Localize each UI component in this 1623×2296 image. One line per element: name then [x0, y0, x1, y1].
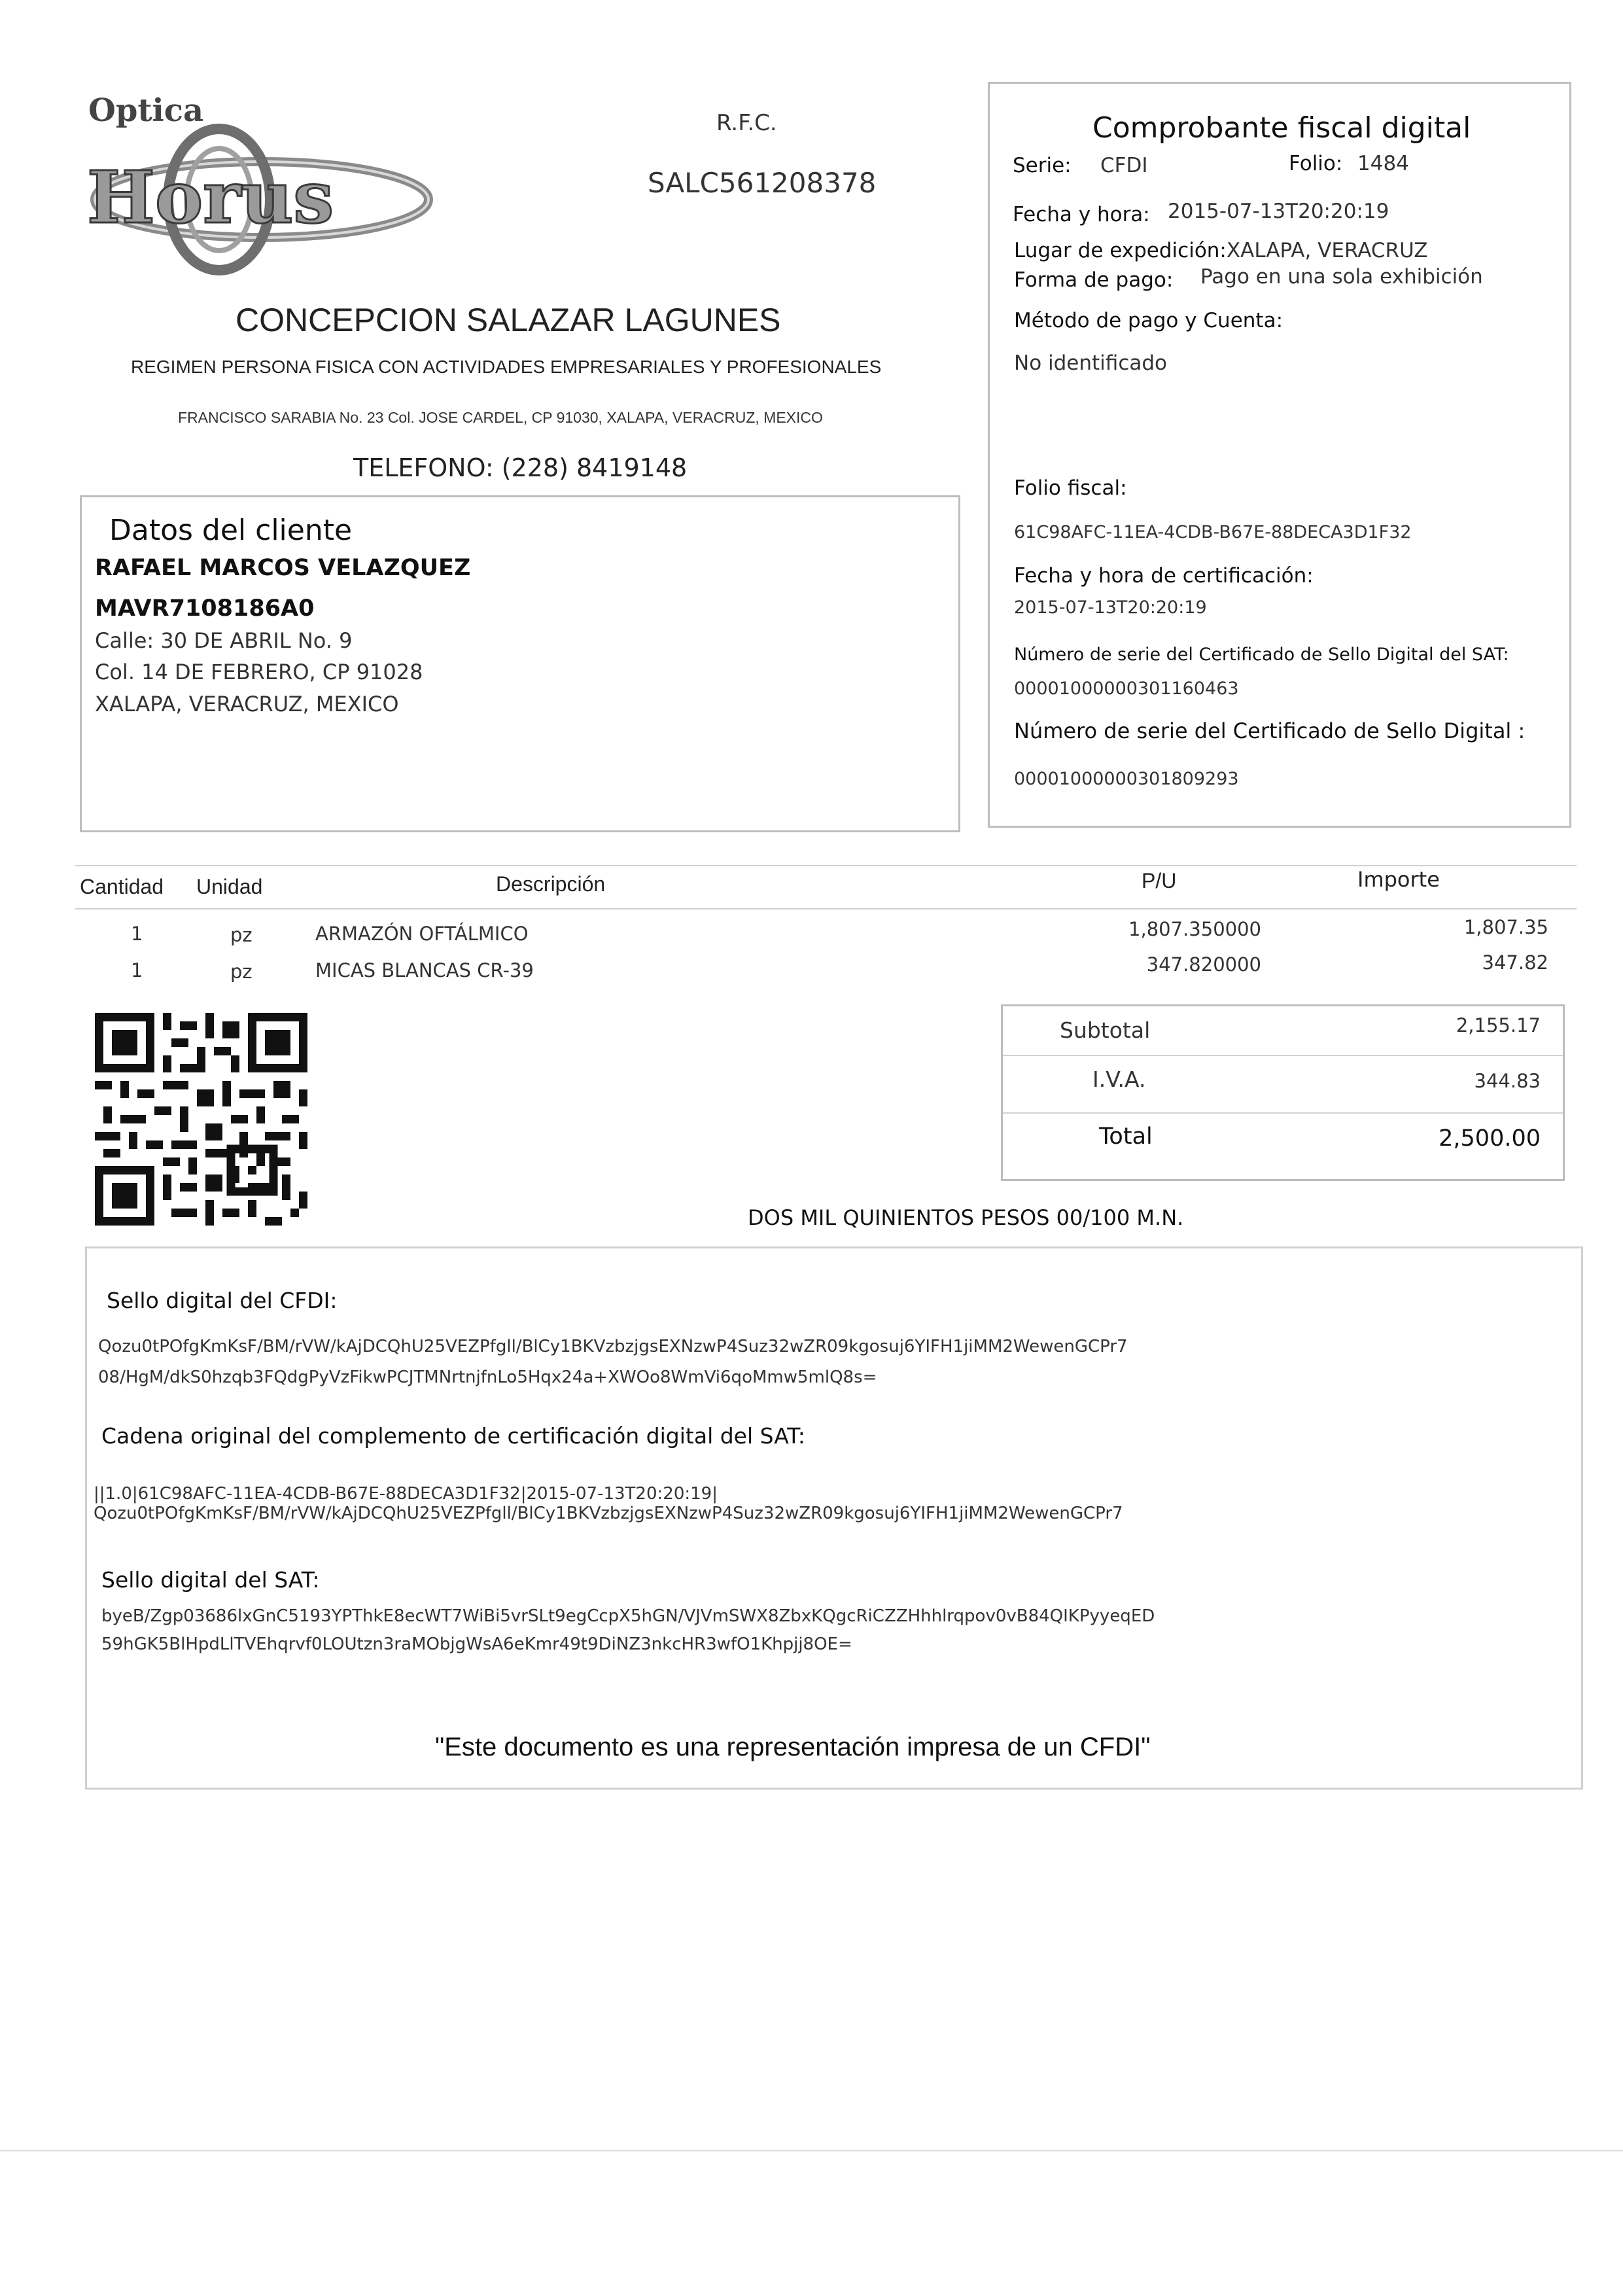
cert-fecha-value: 2015-07-13T20:20:19 — [1014, 597, 1207, 618]
row-cantidad: 1 — [131, 959, 143, 981]
sello-cfdi-line: 08/HgM/dkS0hzqb3FQdgPyVzFikwPCJTMNrtnjfnLo5Hqx24a+XWOo8WmVi6qoMmw5mlQ8s= — [98, 1368, 877, 1387]
fiscal-title: Comprobante fiscal digital — [1092, 111, 1471, 145]
sat-cert-value: 00001000000301160463 — [1014, 679, 1239, 699]
table-header-rule — [75, 908, 1577, 910]
row-importe: 1,807.35 — [1463, 916, 1548, 938]
lugar-label — [1014, 239, 1427, 262]
rfc-label: R.F.C. — [716, 110, 777, 136]
cadena-original-line: Qozu0tPOfgKmKsF/BM/rVW/kAjDCQhU25VEZPfgll/BlCy1BKVzbzjgsEXNzwP4Suz32wZR09kgosuj6YIFH1jiMM2WewenGCPr7 — [94, 1504, 1123, 1523]
sat-cert-label: Número de serie del Certificado de Sello Digital del SAT: — [1014, 645, 1509, 665]
client-rfc: MAVR7108186A0 — [95, 595, 315, 622]
totals-rule-2 — [1003, 1112, 1563, 1114]
fecha-value: 2015-07-13T20:20:19 — [1168, 200, 1389, 223]
forma-value: Pago en una sola exhibición — [1200, 265, 1483, 289]
metodo-label: Método de pago y Cuenta: — [1014, 309, 1283, 332]
row-pu: 1,807.350000 — [1128, 918, 1261, 940]
header-unidad: Unidad — [196, 875, 263, 898]
row-unidad: pz — [230, 961, 253, 983]
serie-value: CFDI — [1100, 154, 1148, 177]
row-importe: 347.82 — [1482, 951, 1548, 974]
issuer-regimen: REGIMEN PERSONA FISICA CON ACTIVIDADES EMPRESARIALES Y PROFESIONALES — [131, 357, 882, 377]
client-colony: Col. 14 DE FEBRERO, CP 91028 — [95, 660, 423, 684]
issuer-address: FRANCISCO SARABIA No. 23 Col. JOSE CARDEL, CP 91030, XALAPA, VERACRUZ, MEXICO — [178, 409, 823, 426]
lugar-value: XALAPA, VERACRUZ — [1226, 239, 1428, 262]
svg-text:Optica: Optica — [88, 92, 204, 129]
issuer-rfc: SALC561208378 — [648, 167, 877, 199]
serie-label: Serie: — [1013, 154, 1072, 177]
header-descripcion: Descripción — [496, 872, 606, 896]
row-cantidad: 1 — [131, 923, 143, 945]
subtotal-value: 2,155.17 — [1456, 1014, 1541, 1036]
sello-cfdi-label: Sello digital del CFDI: — [107, 1288, 338, 1313]
svg-text:Horus: Horus — [87, 155, 334, 239]
client-title: Datos del cliente — [109, 514, 353, 547]
cfdi-representation-note: "Este documento es una representación impresa de un CFDI" — [435, 1733, 1151, 1761]
cert-label: Número de serie del Certificado de Sello Digital : — [1014, 718, 1526, 743]
cadena-original-line: ||1.0|61C98AFC-11EA-4CDB-B67E-88DECA3D1F32|2015-07-13T20:20:19| — [94, 1484, 718, 1504]
fecha-label: Fecha y hora: — [1013, 203, 1150, 226]
row-pu: 347.820000 — [1146, 953, 1261, 976]
issuer-name: CONCEPCION SALAZAR LAGUNES — [236, 302, 781, 338]
qr-code — [95, 1013, 307, 1226]
client-name: RAFAEL MARCOS VELAZQUEZ — [95, 555, 471, 581]
header-importe: Importe — [1357, 867, 1440, 892]
row-descripcion: ARMAZÓN OFTÁLMICO — [315, 923, 529, 945]
header-cantidad: Cantidad — [80, 875, 164, 898]
client-city: XALAPA, VERACRUZ, MEXICO — [95, 692, 399, 716]
sello-sat-line: 59hGK5BlHpdLlTVEhqrvf0LOUtzn3raMObjgWsA6eKmr49t9DiNZ3nkcHR3wfO1Khpjj8OE= — [101, 1634, 852, 1654]
folio-value: 1484 — [1357, 152, 1409, 175]
header-pu: P/U — [1142, 869, 1177, 892]
optica-horus-logo — [75, 92, 442, 288]
folio-label: Folio: — [1289, 152, 1343, 175]
folio-fiscal-label: Folio fiscal: — [1014, 476, 1127, 500]
sello-sat-label: Sello digital del SAT: — [101, 1567, 320, 1593]
metodo-value: No identificado — [1014, 351, 1167, 375]
sello-cfdi-line: Qozu0tPOfgKmKsF/BM/rVW/kAjDCQhU25VEZPfgll/BlCy1BKVzbzjgsEXNzwP4Suz32wZR09kgosuj6YIFH1jiMM2WewenGCPr7 — [98, 1337, 1128, 1356]
cert-fecha-label: Fecha y hora de certificación: — [1014, 564, 1314, 588]
total-value: 2,500.00 — [1439, 1125, 1541, 1152]
issuer-telefono: TELEFONO: (228) 8419148 — [353, 453, 688, 482]
forma-label: Forma de pago: — [1014, 268, 1174, 292]
folio-fiscal-value: 61C98AFC-11EA-4CDB-B67E-88DECA3D1F32 — [1014, 522, 1412, 542]
sello-sat-line: byeB/Zgp03686lxGnC5193YPThkE8ecWT7WiBi5vrSLt9egCcpX5hGN/VJVmSWX8ZbxKQgcRiCZZHhhlrqpov0vB84QIKPyyeqED — [101, 1606, 1155, 1626]
totals-rule-1 — [1003, 1055, 1563, 1056]
amount-in-words: DOS MIL QUINIENTOS PESOS 00/100 M.N. — [748, 1205, 1184, 1230]
cert-value: 00001000000301809293 — [1014, 769, 1239, 789]
row-unidad: pz — [230, 924, 253, 946]
iva-value: 344.83 — [1474, 1070, 1541, 1092]
subtotal-label: Subtotal — [1060, 1017, 1151, 1043]
row-descripcion: MICAS BLANCAS CR-39 — [315, 959, 534, 981]
fiscal-info-box — [988, 82, 1571, 828]
total-label: Total — [1099, 1123, 1153, 1150]
iva-label: I.V.A. — [1092, 1067, 1146, 1092]
cadena-original-label: Cadena original del complemento de certificación digital del SAT: — [101, 1423, 805, 1449]
client-street: Calle: 30 DE ABRIL No. 9 — [95, 628, 353, 653]
page-edge — [0, 2150, 1623, 2151]
table-top-rule — [75, 865, 1577, 866]
lugar-label-text: Lugar de expedición: — [1014, 239, 1227, 262]
